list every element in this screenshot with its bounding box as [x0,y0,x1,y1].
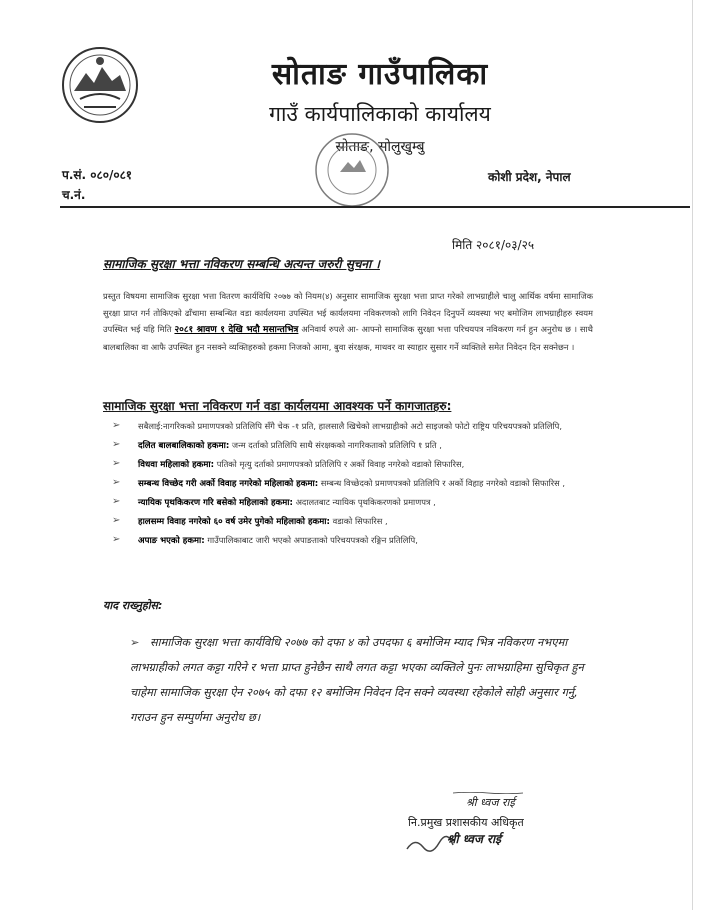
office-address: सोताङ, सोलुखुम्बु [335,139,425,155]
signature-stroke-icon [418,792,558,794]
reference-number: प.सं. ०८०/०८१ [62,168,133,182]
arrow-bullet-icon: ➢ [130,636,140,649]
notice-title: सामाजिक सुरक्षा भत्ता नविकरण सम्बन्धि अत्यन्त जरुरी सुचना । [103,257,380,271]
arrow-bullet-icon: ➢ [112,515,121,526]
signatory-name: श्री ध्वज राई [466,796,515,809]
remember-title: याद राख्नुहोस: [103,599,163,612]
arrow-bullet-icon: ➢ [112,439,121,450]
list-item [112,532,592,549]
item-lead: हालसम्म विवाह नगरेको ६० वर्ष उमेर पुगेको महिलाको हकमा: [138,517,330,527]
item-text: गाउँपालिकाबाट जारी भएको अपाङताको परिचयपत्रको रङ्गिन प्रतिलिपि, [207,535,418,545]
name-stamp: श्री ध्वज राई [447,832,501,846]
list-item [112,418,592,435]
notice-date: मिति २०८१/०३/२५ [452,238,535,252]
item-text: वडाको सिफारिस , [332,516,388,526]
body-text-part2: अनिवार्य रुपले आ- आफ्नो सामाजिक सुरक्षा भत्ता परिचयपत्र नविकरण गर्न हुन अनुरोध छ । साथै बालबालिका वा आफै उपस्थित हुन नसक्ने व्यक्तिहरुको हकमा निजको आमा, बुवा संरक्षक, माथवर वा स्याहार सुसार गर्ने व्यक्तिले समेत निवेदन दिन सक्नेछन । [103,324,593,352]
body-text-part1: प्रस्तुत विषयमा सामाजिक सुरक्षा भत्ता वितरण कार्यविधि २०७७ को नियम(४) अनुसार सामाजिक सुरक्षा भत्ता प्राप्त गरेको लाभग्राहीले चालु आर्थिक वर्षमा सामाजिक सुरक्षा प्राप्त गर्न तोकिएको ढाँचामा सम्बन्धित वडा कार्यलयमा उपस्थित भई कार्यलयमा नविकरणको लागि निवेदन दिनुपर्ने व्यवस्था भए बमोजिम लाभग्राहीहरु स्वयम उपस्थित भई यहि मिति [103,291,593,334]
remember-text: सामाजिक सुरक्षा भत्ता कार्यविधि २०७७ को दफा ४ को उपदफा ६ बमोजिम म्याद भित्र नविकरण नभएमा लाभग्राहीको लगत कट्टा गरिने र भत्ता प्राप्त हुनेछैन साथै लगत कट्टा भएका व्यक्तिले पुनः लाभग्राहिमा सुचिकृत हुन चाहेमा सामाजिक सुरक्षा ऐन २०७५ को दफा १२ बमोजिम निवेदन दिन सक्ने व्यवस्था रहेकोले सोही अनुसार गर्नु, गराउन हुन सम्पुर्णमा अनुरोध छ। [130,636,584,724]
item-lead: विधवा महिलाको हकमा: [138,460,215,470]
item-text: सबैलाई:नागरिकको प्रमाणपत्रको प्रतिलिपि सँगै चेक -१ प्रति, हालसालै खिचेको लाभग्राहीको अटो साइजको फोटो राष्ट्रिय परिचयपत्रको प्रतिलिपि, [138,421,562,431]
item-text: पतिको मृत्यु दर्ताको प्रमाणपत्रको प्रतिलिपि र अर्को विवाह नगरेको वडाको सिफारिस, [216,459,465,469]
item-text: सम्बन्ध विच्छेदको प्रमाणपत्रको प्रतिलिपि र अर्को विहाह नगरेको वडाको सिफारिस , [320,478,566,488]
page-edge [692,0,693,910]
list-item [112,437,592,454]
notice-body [103,288,593,355]
signatory-designation: नि.प्रमुख प्रशासकीय अधिकृत [408,816,524,829]
item-text: अदालतबाट न्यायिक पृथकिकरणको प्रमाणपत्र , [295,497,436,507]
header-divider [60,206,690,208]
municipality-title: सोताङ गाउँपालिका [271,57,489,92]
municipality-emblem-icon [60,45,140,125]
item-lead: सम्बन्ध विच्छेद गरी अर्को विवाह नगरेको महिलाको हकमा: [138,479,319,489]
item-lead: न्यायिक पृथकिकरण गरि बसेको महिलाको हकमा: [138,498,293,508]
office-seal-icon [312,130,392,210]
remember-note [130,630,590,730]
reference-block [62,165,132,205]
requirements-title: सामाजिक सुरक्षा भत्ता नविकरण गर्न वडा कार्यलयमा आवश्यक पर्ने कागजातहरु: [103,399,452,413]
arrow-bullet-icon: ➢ [112,477,121,488]
arrow-bullet-icon: ➢ [112,420,121,431]
item-lead: दलित बालबालिकाको हकमा: [138,441,230,451]
item-lead: अपाङ भएको हकमा: [138,536,205,546]
list-item [112,513,592,530]
office-subtitle: गाउँ कार्यपालिकाको कार्यालय [269,102,491,126]
dispatch-number: च.नं. [62,188,86,202]
arrow-bullet-icon: ➢ [112,534,121,545]
arrow-bullet-icon: ➢ [112,458,121,469]
requirements-list [112,418,592,551]
list-item [112,475,592,492]
item-text: जन्म दर्ताको प्रतिलिपि साथै संरक्षकको नागरिकताको प्रतिलिपि १ प्रति , [231,440,442,450]
list-item [112,494,592,511]
arrow-bullet-icon: ➢ [112,496,121,507]
province-label: कोशी प्रदेश, नेपाल [488,170,571,184]
list-item [112,456,592,473]
deadline-highlight: २०८१ श्रावण १ देखि भदौ मसान्तभित्र [174,325,299,335]
